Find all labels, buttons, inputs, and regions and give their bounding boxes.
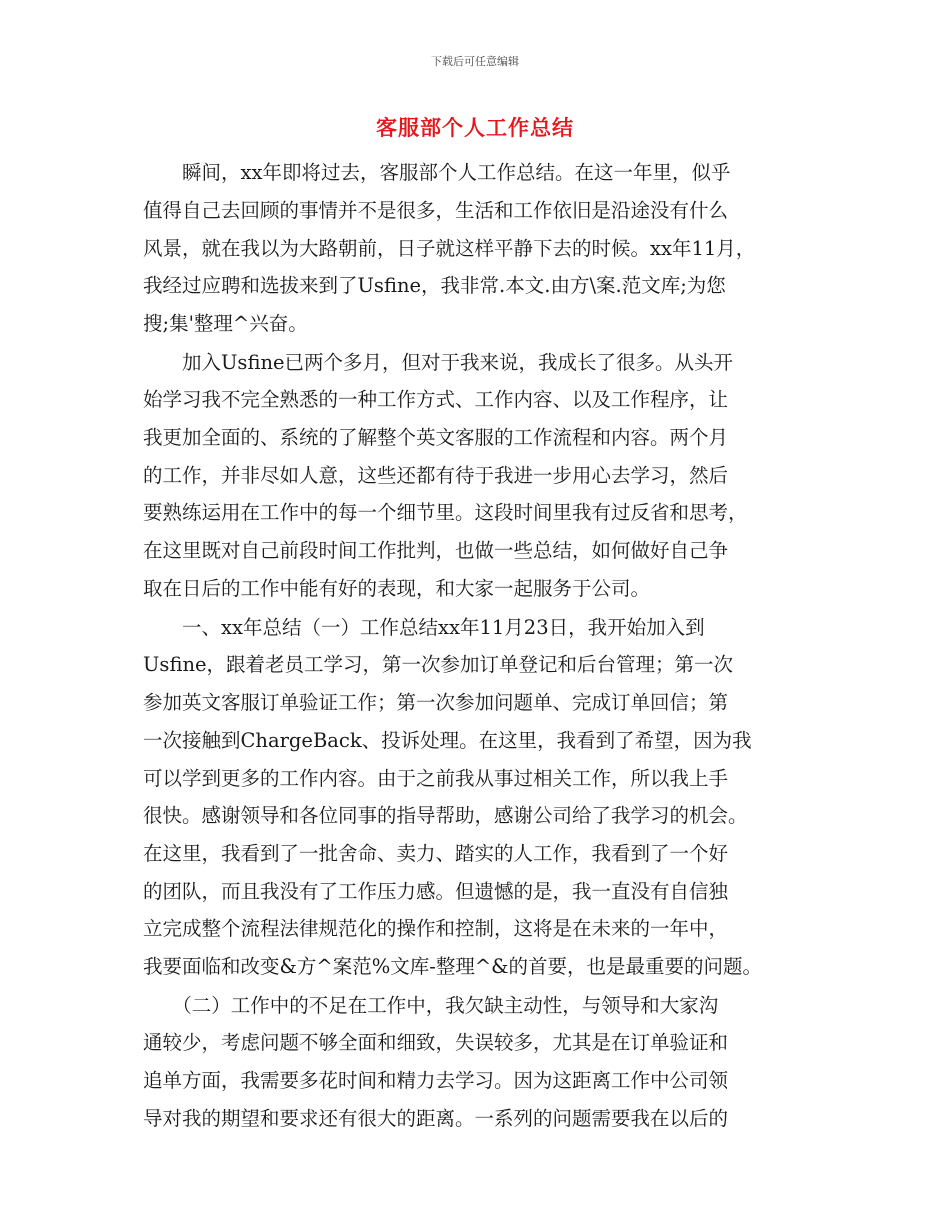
text-line: 值得自己去回顾的事情并不是很多，生活和工作依旧是沿途没有什么 (143, 199, 729, 222)
text-line: 很快。感谢领导和各位同事的指导帮助，感谢公司给了我学习的机会。 (143, 804, 748, 827)
text-line: 一、xx年总结（一）工作总结xx年11月23日，我开始加入到 (143, 616, 705, 639)
text-line: （二）工作中的不足在工作中，我欠缺主动性，与领导和大家沟 (143, 994, 719, 1017)
text-line: 瞬间，xx年即将过去，客服部个人工作总结。在这一年里，似乎 (143, 161, 731, 184)
text-line: 我经过应聘和选拔来到了Usfine，我非常.本文.由方\案.范文库;为您 (143, 274, 726, 297)
text-line: 立完成整个流程法律规范化的操作和控制，这将是在未来的一年中， (143, 917, 729, 940)
text-line: 追单方面，我需要多花时间和精力去学习。因为这距离工作中公司领 (143, 1069, 729, 1092)
text-line: 在这里，我看到了一批舍命、卖力、踏实的人工作，我看到了一个好 (143, 842, 729, 865)
text-line: 导对我的期望和要求还有很大的距离。一系列的问题需要我在以后的 (143, 1107, 729, 1130)
text-line: 搜;集'整理^兴奋。 (143, 312, 308, 335)
text-line: 的工作，并非尽如人意，这些还都有待于我进一步用心去学习，然后 (143, 464, 729, 487)
text-line: 要熟练运用在工作中的每一个细节里。这段时间里我有过反省和思考， (143, 501, 748, 524)
text-line: 风景，就在我以为大路朝前，日子就这样平静下去的时候。xx年11月， (143, 237, 756, 260)
text-line: 参加英文客服订单验证工作；第一次参加问题单、完成订单回信；第 (143, 691, 729, 714)
text-line: 取在日后的工作中能有好的表现，和大家一起服务于公司。 (143, 577, 651, 600)
text-line: 在这里既对自己前段时间工作批判，也做一些总结，如何做好自己争 (143, 539, 729, 562)
text-line: 加入Usfine已两个多月，但对于我来说，我成长了很多。从头开 (143, 351, 734, 374)
document-title: 客服部个人工作总结 (376, 115, 574, 140)
text-line: 我更加全面的、系统的了解整个英文客服的工作流程和内容。两个月 (143, 426, 729, 449)
text-line: 可以学到更多的工作内容。由于之前我从事过相关工作，所以我上手 (143, 767, 729, 790)
text-line: 一次接触到ChargeBack、投诉处理。在这里，我看到了希望，因为我 (143, 729, 752, 752)
page-header: 下载后可任意编辑 (431, 55, 519, 68)
text-line: 的团队，而且我没有了工作压力感。但遗憾的是，我一直没有自信独 (143, 880, 729, 903)
text-line: Usfine，跟着老员工学习，第一次参加订单登记和后台管理；第一次 (143, 653, 734, 676)
text-line: 我要面临和改变&方^案范%文库-整理^&的首要，也是最重要的问题。 (143, 955, 763, 978)
text-line: 始学习我不完全熟悉的一种工作方式、工作内容、以及工作程序，让 (143, 388, 729, 411)
text-line: 通较少，考虑问题不够全面和细致，失误较多，尤其是在订单验证和 (143, 1031, 729, 1054)
